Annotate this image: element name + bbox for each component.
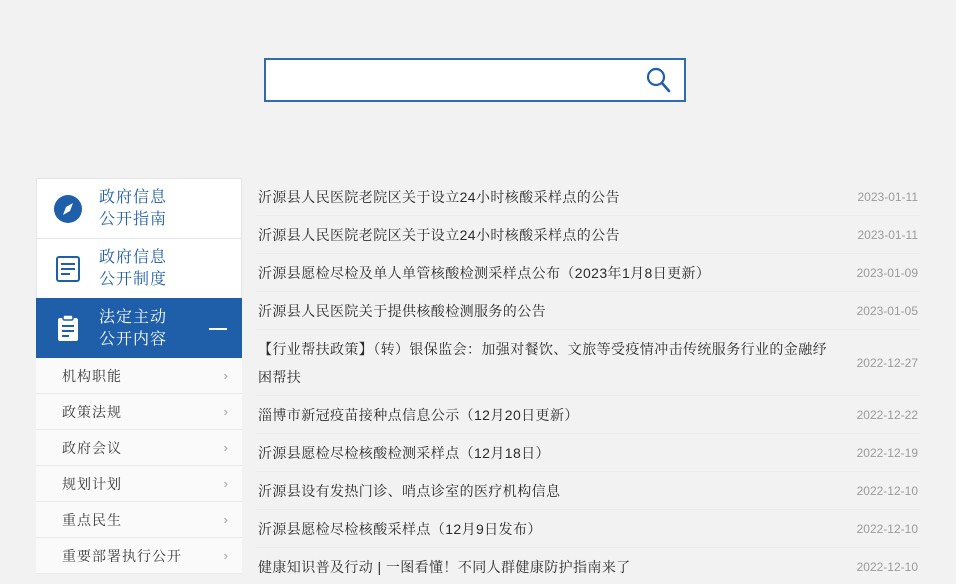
collapse-icon[interactable] [209, 328, 227, 330]
list-item-title[interactable]: 【行业帮扶政策】（转）银保监会：加强对餐饮、文旅等受疫情冲击传统服务行业的金融纾困帮扶 [258, 340, 827, 385]
list-item[interactable] [256, 216, 920, 254]
chevron-right-icon: › [223, 512, 228, 527]
list-item[interactable] [256, 548, 920, 584]
list-item-date: 2023-01-09 [856, 265, 918, 280]
sidebar-label-line1: 政府信息 [99, 188, 168, 206]
sidebar-item-system-label [99, 247, 167, 291]
sidebar-sub-label: 规划计划 [62, 475, 122, 492]
search-bar[interactable] [264, 58, 686, 102]
list-item-title[interactable]: 沂源县愿检尽检及单人单管核酸检测采样点公布（2023年1月8日更新） [258, 264, 711, 281]
sidebar-label-line1: 政府信息 [99, 248, 168, 266]
chevron-right-icon: › [223, 440, 228, 455]
sidebar-item-disclosure[interactable] [36, 298, 242, 358]
sidebar-sub-label: 重要部署执行公开 [62, 547, 182, 564]
search-input[interactable] [266, 60, 632, 100]
sidebar-label-line2: 公开内容 [99, 330, 168, 348]
list-item-date: 2023-01-11 [857, 227, 918, 242]
sidebar-sub-label: 政策法规 [62, 403, 122, 420]
clipboard-icon [49, 310, 87, 348]
sidebar-item-org-functions[interactable] [36, 358, 242, 394]
list-item-title[interactable]: 沂源县人民医院老院区关于设立24小时核酸采样点的公告 [258, 226, 620, 243]
sidebar-item-guide-label [99, 187, 167, 231]
chevron-right-icon: › [223, 404, 228, 419]
document-icon [49, 250, 87, 288]
sidebar-label-line1: 法定主动 [99, 308, 168, 326]
chevron-right-icon: › [223, 368, 228, 383]
list-item[interactable] [256, 178, 920, 216]
list-item-date: 2023-01-11 [857, 189, 918, 204]
list-item-date: 2022-12-10 [856, 559, 918, 574]
sidebar-item-policy-law[interactable] [36, 394, 242, 430]
sidebar-label-line2: 公开指南 [99, 210, 168, 228]
sidebar-sub-label: 重点民生 [62, 511, 122, 528]
sidebar-item-key-deployment[interactable] [36, 538, 242, 574]
list-item[interactable] [256, 330, 920, 396]
sidebar-item-livelihood[interactable] [36, 502, 242, 538]
list-item-date: 2022-12-10 [856, 483, 918, 498]
list-item[interactable] [256, 396, 920, 434]
sidebar-item-plan[interactable] [36, 466, 242, 502]
list-item-title[interactable]: 健康知识普及行动 | 一图看懂！不同人群健康防护指南来了 [258, 558, 631, 575]
list-item-title[interactable]: 淄博市新冠疫苗接种点信息公示（12月20日更新） [258, 406, 579, 423]
list-item-date: 2023-01-05 [856, 303, 918, 318]
sidebar-item-system[interactable] [36, 238, 242, 298]
sidebar-item-guide[interactable] [36, 178, 242, 238]
sidebar-item-disclosure-label [99, 307, 167, 351]
sidebar [36, 178, 242, 574]
sidebar-label-line2: 公开制度 [99, 270, 168, 288]
search-icon [643, 65, 673, 95]
sidebar-item-gov-meeting[interactable] [36, 430, 242, 466]
sidebar-sub-label: 政府会议 [62, 439, 122, 456]
list-item[interactable] [256, 472, 920, 510]
search-button[interactable] [632, 60, 684, 100]
chevron-right-icon: › [223, 476, 228, 491]
list-item-title[interactable]: 沂源县设有发热门诊、哨点诊室的医疗机构信息 [258, 482, 561, 499]
compass-icon [49, 190, 87, 228]
list-item-title[interactable]: 沂源县愿检尽检核酸检测采样点（12月18日） [258, 444, 550, 461]
list-item-title[interactable]: 沂源县人民医院关于提供核酸检测服务的公告 [258, 302, 546, 319]
sidebar-sub-label: 机构职能 [62, 367, 122, 384]
list-item[interactable] [256, 434, 920, 472]
list-item-date: 2022-12-27 [856, 355, 918, 370]
article-list [256, 178, 920, 584]
chevron-right-icon: › [223, 548, 228, 563]
list-item-title[interactable]: 沂源县人民医院老院区关于设立24小时核酸采样点的公告 [258, 188, 620, 205]
list-item-date: 2022-12-19 [856, 445, 918, 460]
list-item[interactable] [256, 510, 920, 548]
list-item-date: 2022-12-10 [856, 521, 918, 536]
list-item-date: 2022-12-22 [856, 407, 918, 422]
sidebar-sub-list [36, 358, 242, 574]
list-item[interactable] [256, 254, 920, 292]
list-item-title[interactable]: 沂源县愿检尽检核酸采样点（12月9日发布） [258, 520, 542, 537]
list-item[interactable] [256, 292, 920, 330]
